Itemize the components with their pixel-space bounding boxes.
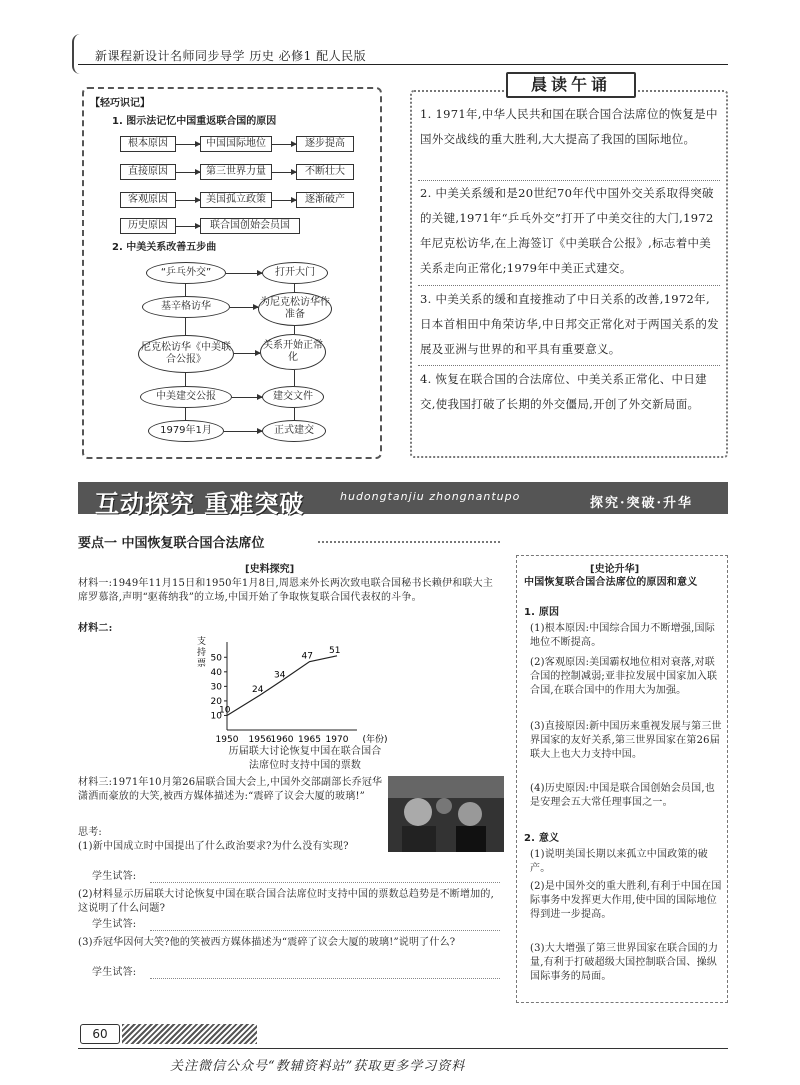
- answer-label-2: 学生试答:: [92, 919, 137, 930]
- chart-caption: 历届联大讨论恢复中国在联合国合法席位时支持中国的票数: [228, 746, 382, 771]
- arrow: [224, 431, 262, 432]
- banner-slogan: 探究·突破·升华: [590, 496, 694, 511]
- header-title: 新课程新设计名师同步导学 历史 必修1 配人民版: [95, 49, 367, 63]
- reason-result: 逐渐破产: [296, 192, 354, 208]
- connector: [185, 408, 186, 420]
- x-tick-label: 1970: [325, 735, 349, 745]
- separator: [418, 285, 720, 286]
- reason-subject: 中国国际地位: [200, 136, 272, 152]
- y-tick-label: 40: [210, 667, 222, 678]
- answer-line-3[interactable]: [150, 978, 500, 979]
- y-tick-label: 30: [210, 682, 222, 693]
- reason-result: 逐步提高: [296, 136, 354, 152]
- x-tick-label: 1965: [298, 735, 321, 745]
- morning-item-3: 3. 中美关系的缓和直接推动了中日关系的改善,1972年,日本首相田中角荣访华,中日邦交正常化对于两国关系的发展及亚洲与世界的和平具有重要意义。: [420, 292, 719, 356]
- arrow: [230, 307, 258, 308]
- connector: [185, 373, 186, 386]
- side-meaning-heading: 2. 意义: [524, 833, 560, 844]
- connector: [294, 326, 295, 334]
- reason-subject: 第三世界力量: [200, 164, 272, 180]
- arrow: [272, 172, 296, 173]
- data-label: 34: [274, 670, 286, 681]
- reason-type: 根本原因: [120, 136, 176, 152]
- data-label: 51: [329, 645, 341, 656]
- header-rule: [78, 64, 728, 65]
- side-reasons-heading: 1. 原因: [524, 607, 560, 618]
- arrow: [272, 144, 296, 145]
- arrow: [176, 172, 200, 173]
- step-right-4: 建交文件: [262, 386, 324, 408]
- step-right-3: 关系开始正常化: [260, 334, 326, 370]
- connector: [294, 408, 295, 420]
- step-left-2: 基辛格访华: [142, 296, 230, 318]
- side-reason-3: (3)直接原因:新中国历来重视发展与第三世界国家的友好关系,第三世界国家在第26届联大上也大力支持中国。: [530, 721, 722, 760]
- material-3: 材料三:1971年10月第26届联合国大会上,中国外交部副部长乔冠华潇洒而豪放的大笑,被西方媒体描述为:“震碎了议会大厦的玻璃!”: [78, 777, 383, 802]
- side-meaning-2: (2)是中国外交的重大胜利,有利于中国在国际事务中发挥更大作用,使中国的国际地位得到进一步提高。: [530, 881, 722, 920]
- material-heading: [史料探究]: [245, 564, 295, 575]
- reason-type: 直接原因: [120, 164, 176, 180]
- y-tick-label: 20: [210, 696, 222, 707]
- footer-note: 关注微信公众号“教辅资料站”获取更多学习资料: [170, 1059, 466, 1074]
- connector: [294, 284, 295, 292]
- morning-item-2: 2. 中美关系缓和是20世纪70年代中国外交关系取得突破的关键,1971年“乒乓外交”打开了中美交往的大门,1972年尼克松访华,在上海签订《中美联合公报》,标志着中美关系走向正常化;1979年中美正式建交。: [420, 186, 714, 275]
- answer-label-3: 学生试答:: [92, 967, 137, 978]
- step-left-1: “乒乓外交”: [146, 262, 226, 284]
- side-heading: [史论升华]: [590, 564, 640, 575]
- data-label: 10: [219, 705, 231, 716]
- answer-line-1[interactable]: [150, 882, 500, 883]
- answer-line-2[interactable]: [150, 930, 500, 931]
- step-left-5: 1979年1月: [148, 420, 224, 442]
- reason-subject: 联合国创始会员国: [200, 218, 300, 234]
- section-dots: [318, 541, 500, 543]
- question-1: (1)新中国成立时中国提出了什么政治要求?为什么没有实现?: [78, 841, 349, 852]
- memo-section-1-title: 1. 图示法记忆中国重返联合国的原因: [112, 116, 277, 127]
- x-axis-label: (年份): [362, 735, 388, 745]
- connector: [185, 318, 186, 335]
- reason-result: 不断壮大: [296, 164, 354, 180]
- memo-section-2-title: 2. 中美关系改善五步曲: [112, 242, 217, 253]
- step-right-2: 为尼克松访华作准备: [258, 292, 332, 326]
- morning-item-1: 1. 1971年,中华人民共和国在联合国合法席位的恢复是中国外交战线的重大胜利,大大提高了我国的国际地位。: [420, 107, 718, 146]
- side-reason-2: (2)客观原因:美国霸权地位相对衰落,对联合国的控制减弱;亚非拉发展中国家加入联合国,在联合国中的作用大为加强。: [530, 657, 718, 696]
- y-tick-label: 10: [210, 711, 222, 722]
- question-2: (2)材料显示历届联大讨论恢复中国在联合国合法席位时支持中国的票数总趋势是不断增加的,这说明了什么问题?: [78, 889, 494, 914]
- x-tick-label: 1960: [270, 735, 294, 745]
- material-1: 材料一:1949年11月15日和1950年1月8日,周恩来外长两次致电联合国秘书长赖伊和联大主席罗慕洛,声明“驱蒋纳我”的立场,中国开始了争取恢复联合国代表权的斗争。: [78, 578, 494, 603]
- step-right-5: 正式建交: [262, 420, 326, 442]
- side-reason-4: (4)历史原因:中国是联合国创始会员国,也是安理会五大常任理事国之一。: [530, 783, 715, 808]
- reason-type: 历史原因: [120, 218, 176, 234]
- arrow: [176, 200, 200, 201]
- y-axis-label: 票: [197, 659, 207, 669]
- footer-hatch: [122, 1024, 257, 1044]
- arrow: [176, 226, 200, 227]
- arrow: [176, 144, 200, 145]
- connector: [294, 370, 295, 386]
- banner-title: 互动探究 重难突破: [95, 490, 305, 518]
- x-tick-label: 1956: [248, 735, 272, 745]
- laughing-photo: [388, 776, 504, 852]
- data-label: 24: [252, 685, 264, 696]
- y-tick-label: 50: [210, 653, 222, 664]
- morning-item-4: 4. 恢复在联合国的合法席位、中美关系正常化、中日建交,使我国打破了长期的外交僵局,开创了外交新局面。: [420, 372, 707, 411]
- section-title: 要点一 中国恢复联合国合法席位: [78, 536, 265, 551]
- reason-subject: 美国孤立政策: [200, 192, 272, 208]
- y-axis-label: 支: [197, 637, 207, 647]
- connector: [185, 284, 186, 296]
- answer-label-1: 学生试答:: [92, 871, 137, 882]
- reason-type: 客观原因: [120, 192, 176, 208]
- memo-label: 【轻巧识记】: [90, 98, 150, 109]
- side-meaning-3: (3)大大增强了第三世界国家在联合国的力量,有利于打破超级大国控制联合国、操纵国际事务的局面。: [530, 943, 719, 982]
- y-axis-label: 持: [197, 648, 207, 658]
- step-right-1: 打开大门: [262, 262, 328, 284]
- arrow: [226, 273, 262, 274]
- banner-pinyin: hudongtanjiu zhongnantupo: [340, 490, 521, 503]
- series-line: [227, 656, 337, 716]
- arrow: [234, 353, 260, 354]
- arrow: [272, 200, 296, 201]
- side-reason-1: (1)根本原因:中国综合国力不断增强,国际地位不断提高。: [530, 623, 715, 648]
- data-label: 47: [301, 651, 313, 662]
- footer-rule: [78, 1048, 728, 1049]
- arrow: [232, 397, 262, 398]
- separator: [418, 365, 720, 366]
- morning-title: 晨读午诵: [506, 72, 636, 98]
- side-meaning-1: (1)说明美国长期以来孤立中国政策的破产。: [530, 849, 708, 874]
- think-label: 思考:: [78, 827, 102, 838]
- side-title: 中国恢复联合国合法席位的原因和意义: [524, 577, 698, 588]
- page-number: 60: [80, 1024, 120, 1044]
- step-left-3: 尼克松访华《中美联合公报》: [138, 335, 234, 373]
- material-2-label: 材料二:: [78, 623, 113, 634]
- header-bracket: [72, 34, 82, 74]
- step-left-4: 中美建交公报: [140, 386, 232, 408]
- question-3: (3)乔冠华因何大笑?他的笑被西方媒体描述为“震碎了议会大厦的玻璃!”说明了什么?: [78, 937, 456, 948]
- x-tick-label: 1950: [215, 735, 239, 745]
